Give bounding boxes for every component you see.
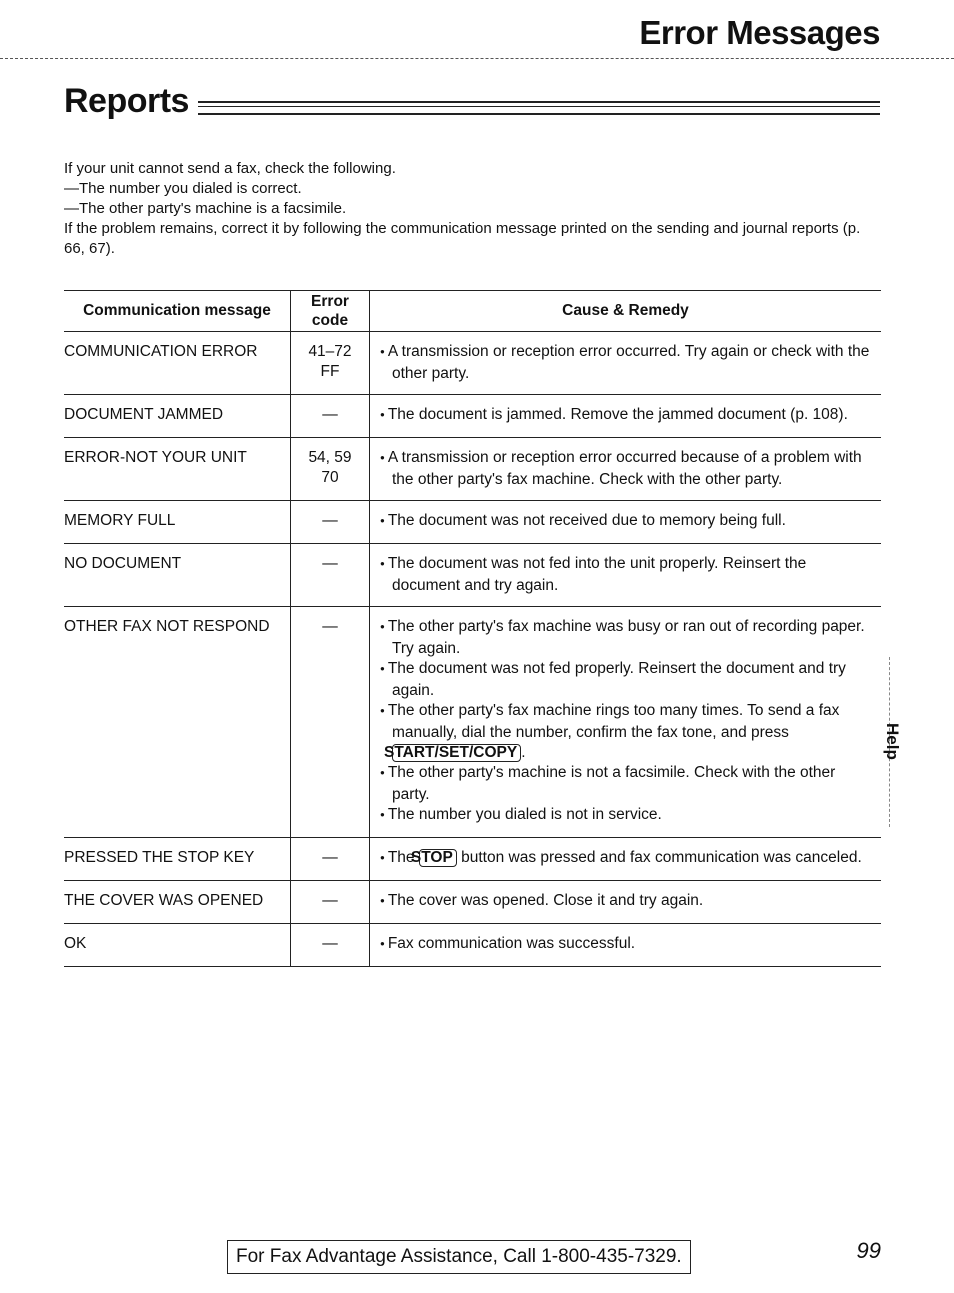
cause-bullet: ● Fax communication was successful. bbox=[380, 934, 875, 956]
table-row bbox=[64, 924, 881, 967]
stop-key-label: STOP bbox=[419, 849, 457, 867]
row-error-code-line: 41–72 bbox=[308, 343, 352, 360]
cause-bullet: ● A transmission or reception error occurred. Try again or check with the other party. bbox=[380, 342, 875, 384]
table-row bbox=[64, 501, 881, 544]
row-error-code: — bbox=[291, 881, 370, 924]
row-message: OK bbox=[64, 924, 291, 967]
header-cause-remedy: Cause & Remedy bbox=[370, 291, 882, 332]
row-error-code-line: 54, 59 bbox=[308, 449, 352, 466]
row-cause bbox=[370, 881, 882, 924]
row-cause bbox=[370, 544, 882, 607]
table-row bbox=[64, 438, 881, 501]
row-error-code-line: 70 bbox=[321, 469, 339, 486]
assistance-footer: For Fax Advantage Assistance, Call 1-800-435-7329. bbox=[227, 1240, 691, 1274]
cause-bullet: ● The document was not fed properly. Reinsert the document and try again. bbox=[380, 659, 875, 701]
cause-text: The other party's fax machine rings too many times. To send a fax manually, dial the number, confirm the fax tone, and press bbox=[387, 702, 840, 741]
row-message: MEMORY FULL bbox=[64, 501, 291, 544]
table-row bbox=[64, 395, 881, 438]
table-header-row bbox=[64, 291, 881, 332]
row-cause bbox=[370, 924, 882, 967]
row-error-code-line: FF bbox=[320, 363, 340, 380]
cause-bullet: ● The number you dialed is not in service. bbox=[380, 805, 875, 827]
row-cause bbox=[370, 501, 882, 544]
intro-line: If the problem remains, correct it by following the communication message printed on the sending and journal reports (p. 66, 67). bbox=[64, 220, 861, 257]
row-message: NO DOCUMENT bbox=[64, 544, 291, 607]
header-divider bbox=[0, 58, 954, 59]
page-number: 99 bbox=[856, 1238, 881, 1263]
row-message: OTHER FAX NOT RESPOND bbox=[64, 607, 291, 838]
row-cause bbox=[370, 838, 882, 881]
row-message: DOCUMENT JAMMED bbox=[64, 395, 291, 438]
row-message: THE COVER WAS OPENED bbox=[64, 881, 291, 924]
row-error-code: — bbox=[291, 924, 370, 967]
header-error-code bbox=[291, 291, 370, 332]
table-row bbox=[64, 544, 881, 607]
intro-line: —The other party's machine is a facsimile. bbox=[64, 200, 347, 217]
table-row bbox=[64, 838, 881, 881]
section-title: Reports bbox=[64, 82, 189, 120]
cause-text: . bbox=[521, 744, 526, 761]
intro-line: If your unit cannot send a fax, check the following. bbox=[64, 160, 396, 177]
row-message: COMMUNICATION ERROR bbox=[64, 332, 291, 395]
header-title: Error Messages bbox=[639, 14, 880, 51]
row-error-code: — bbox=[291, 838, 370, 881]
cause-bullet: ● The document was not received due to memory being full. bbox=[380, 511, 875, 533]
header-error-code-line2: code bbox=[311, 312, 349, 329]
cause-bullet: ● The cover was opened. Close it and try again. bbox=[380, 891, 875, 913]
cause-bullet: ● The other party's fax machine was busy or ran out of recording paper. Try again. bbox=[380, 617, 875, 659]
start-set-copy-key-label: START/SET/COPY bbox=[392, 744, 521, 762]
cause-text: The bbox=[387, 849, 415, 866]
cause-bullet bbox=[380, 848, 875, 870]
header-communication-message: Communication message bbox=[64, 291, 291, 332]
row-cause bbox=[370, 438, 882, 501]
row-error-code: — bbox=[291, 544, 370, 607]
header-error-code-line1: Error bbox=[311, 293, 349, 310]
table-row bbox=[64, 607, 881, 838]
row-error-code bbox=[291, 438, 370, 501]
row-error-code: — bbox=[291, 607, 370, 838]
row-error-code bbox=[291, 332, 370, 395]
communication-messages-table bbox=[64, 290, 881, 967]
cause-bullet: ● The document is jammed. Remove the jammed document (p. 108). bbox=[380, 405, 875, 427]
row-cause bbox=[370, 395, 882, 438]
cause-bullet: ● The other party's machine is not a facsimile. Check with the other party. bbox=[380, 763, 875, 805]
row-message: ERROR-NOT YOUR UNIT bbox=[64, 438, 291, 501]
cause-bullet bbox=[380, 701, 875, 763]
cause-bullet: ● The document was not fed into the unit properly. Reinsert the document and try again. bbox=[380, 554, 875, 596]
table-row bbox=[64, 332, 881, 395]
intro-text bbox=[64, 159, 884, 259]
table-row bbox=[64, 881, 881, 924]
row-error-code: — bbox=[291, 395, 370, 438]
help-tab-label: Help bbox=[883, 723, 902, 760]
section-title-rule bbox=[198, 101, 880, 115]
row-cause bbox=[370, 607, 882, 838]
row-error-code: — bbox=[291, 501, 370, 544]
cause-bullet: ● A transmission or reception error occurred because of a problem with the other party's fax machine. Check with the other party. bbox=[380, 448, 875, 490]
row-cause bbox=[370, 332, 882, 395]
cause-text: button was pressed and fax communication was canceled. bbox=[461, 849, 862, 866]
intro-line: —The number you dialed is correct. bbox=[64, 180, 302, 197]
row-message: PRESSED THE STOP KEY bbox=[64, 838, 291, 881]
help-side-tab bbox=[883, 657, 940, 827]
